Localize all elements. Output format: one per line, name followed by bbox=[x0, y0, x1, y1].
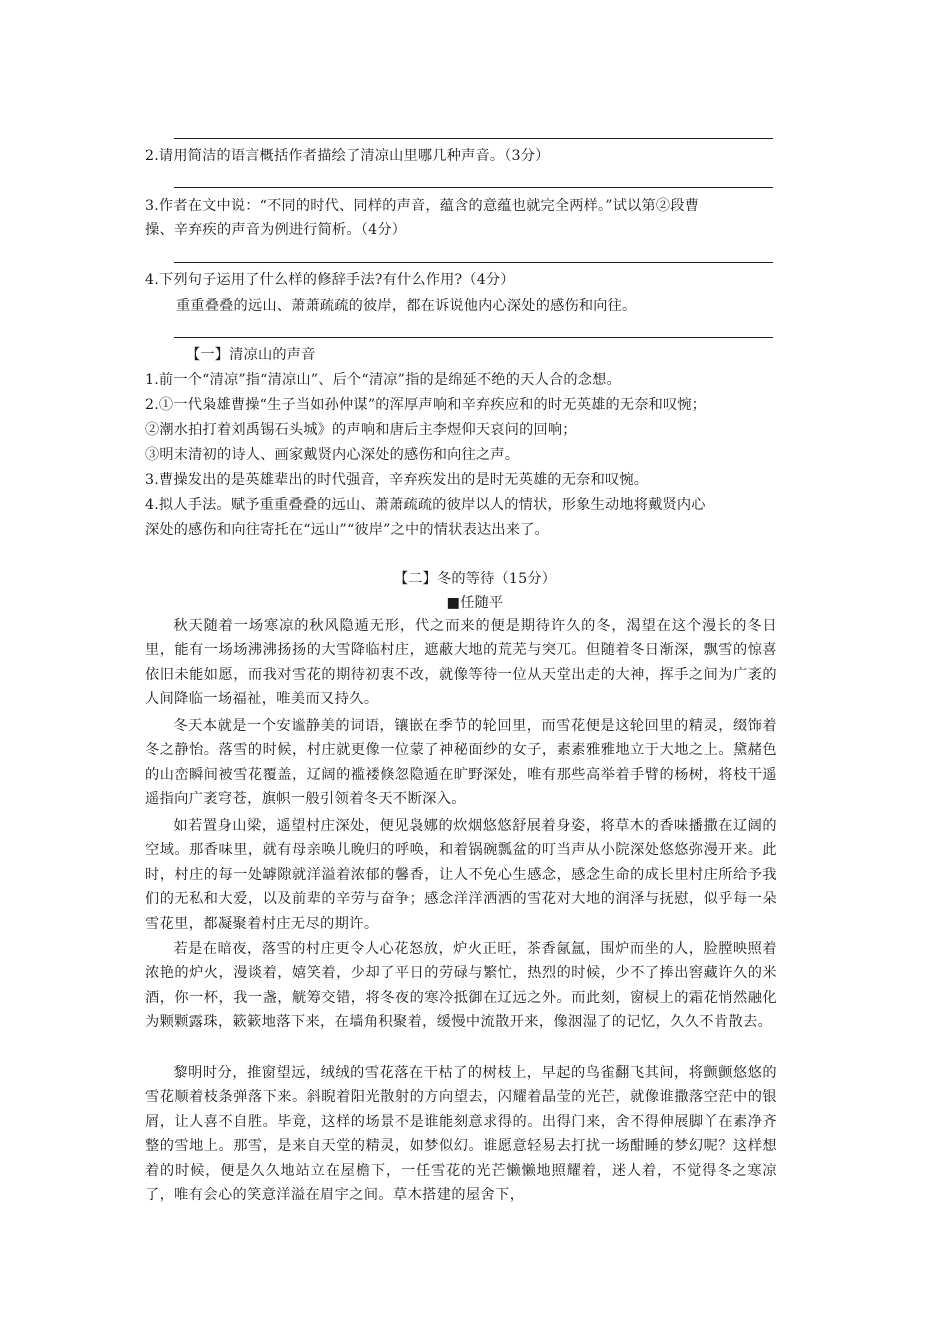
answer-2-line-2: ②潮水拍打着刘禹锡石头城》的声响和唐后主李煜仰天哀问的回响； bbox=[145, 422, 577, 438]
answer-1: 1.前一个“清凉”指“清凉山”、后个“清凉”指的是绵延不绝的天人合的念想。 bbox=[145, 372, 621, 388]
answer-2-line-1: 2.①一代枭雄曹操“生子当如孙仲谋”的浑厚声响和辛弃疾应和的时无英雄的无奈和叹惋； bbox=[145, 397, 707, 413]
article-author: ■任随平 bbox=[446, 595, 504, 611]
article-title: 【二】冬的等待（15分） bbox=[393, 571, 557, 587]
question-4-sentence: 重重叠叠的远山、萧萧疏疏的彼岸，都在诉说他内心深处的感伤和向往。 bbox=[176, 298, 637, 314]
answer-2-line-3: ③明末清初的诗人、画家戴贤内心深处的感伤和向往之声。 bbox=[145, 447, 520, 463]
answer-line bbox=[174, 337, 773, 338]
article-paragraph-5: 黎明时分，推窗望远，绒绒的雪花落在干枯了的树枝上，早起的鸟雀翻飞其间，将颤颤悠悠的雪花顺着枝条弹落下来。斜睨着阳光散射的方向望去，闪耀着晶莹的光芒，就像谁撒落空茫中的银屑，让人喜不自胜。毕竟，这样的场景不是谁能刻意求得的。出得门来，舍不得伸展脚丫在素净齐整的雪地上。那雪，是来自天堂的精灵，如梦似幻。谁愿意轻易去打扰一场酣睡的梦幻呢？这样想着的时候，便是久久地站立在屋檐下，一任雪花的光芒懒懒地照耀着，迷人着，不觉得冬之寒凉了，唯有会心的笑意洋溢在眉宇之间。草木搭建的屋舍下， bbox=[145, 1065, 777, 1204]
answer-line bbox=[174, 138, 773, 139]
question-3-line-1: 3.作者在文中说：“不同的时代、同样的声音，蕴含的意蕴也就完全两样。”试以第②段曹 bbox=[145, 198, 700, 214]
answer-3: 3.曹操发出的是英雄辈出的时代强音，辛弃疾发出的是时无英雄的无奈和叹惋。 bbox=[145, 472, 649, 488]
question-2: 2.请用简洁的语言概括作者描绘了清凉山里哪几种声音。（3分） bbox=[145, 148, 550, 164]
article-paragraph-1: 秋天随着一场寒凉的秋风隐遁无形，代之而来的便是期待许久的冬，渴望在这个漫长的冬日里，能有一场场沸沸扬扬的大雪降临村庄，遮蔽大地的荒芜与突兀。但随着冬日渐深，飘雪的惊喜依旧未能如愿，而我对雪花的期待初衷不改，就像等待一位从天堂出走的大神，挥手之间为广袤的人间降临一场福祉，唯美而又持久。 bbox=[145, 618, 777, 708]
answer-4-line-2: 深处的感伤和向往寄托在“远山”“彼岸”之中的情状表达出来了。 bbox=[145, 522, 549, 538]
answer-line bbox=[174, 187, 773, 188]
question-3-line-2: 操、辛弃疾的声音为例进行简析。（4分） bbox=[145, 222, 407, 238]
article-paragraph-4: 若是在暗夜，落雪的村庄更令人心花怒放，炉火正旺，茶香氤氲，围炉而坐的人，脸膛映照着浓艳的炉火，漫谈着，嬉笑着，少却了平日的劳碌与繁忙，热烈的时候，少不了捧出窖藏许久的米酒，你一杯，我一盏，觥筹交错，将冬夜的寒冷抵御在辽远之外。而此刻，窗棂上的霜花悄然融化为颗颗露珠，簌簌地落下来，在墙角积聚着，缓慢中流散开来，像洇湿了的记忆，久久不肯散去。 bbox=[145, 941, 777, 1031]
answer-4-line-1: 4.拟人手法。赋予重重叠叠的远山、萧萧疏疏的彼岸以人的情状，形象生动地将戴贤内心 bbox=[145, 497, 706, 513]
answers-heading: 【一】清凉山的声音 bbox=[186, 347, 316, 363]
question-4-line-1: 4.下列句子运用了什么样的修辞手法?有什么作用?（4分） bbox=[145, 272, 515, 288]
answer-line bbox=[174, 262, 773, 263]
article-paragraph-2: 冬天本就是一个安谧静美的词语，镶嵌在季节的轮回里，而雪花便是这轮回里的精灵，缀饰着冬之静怡。落雪的时候，村庄就更像一位蒙了神秘面纱的女子，素素雅雅地立于大地之上。黛赭色的山峦瞬间被雪花覆盖，辽阔的褴褛倏忽隐遁在旷野深处，唯有那些高举着手臂的杨树，将枝干遥遥指向广袤穹苍，旗帜一般引领着冬天不断深入。 bbox=[145, 718, 777, 808]
article-paragraph-3: 如若置身山梁，遥望村庄深处，便见袅娜的炊烟悠悠舒展着身姿，将草木的香味播撒在辽阔的空域。那香味里，就有母亲唤儿晚归的呼唤，和着锅碗瓢盆的叮当声从小院深处悠悠弥漫开来。此时，村庄的每一处罅隙就洋溢着浓郁的馨香，让人不免心生感念，感念生命的成长里村庄所给予我们的无私和大爱，以及前辈的辛劳与奋争；感念洋洋洒洒的雪花对大地的润泽与抚慰，似乎每一朵雪花里，都凝聚着村庄无尽的期许。 bbox=[145, 818, 777, 932]
